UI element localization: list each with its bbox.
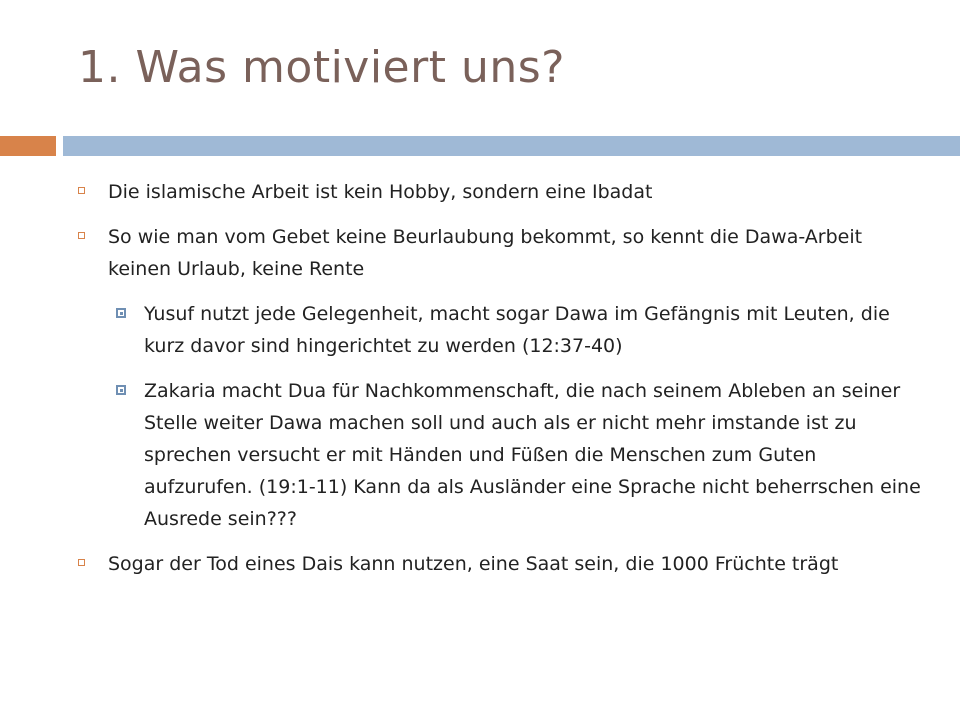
list-item-text: Die islamische Arbeit ist kein Hobby, sondern eine Ibadat	[108, 181, 653, 203]
list-item-text: Sogar der Tod eines Dais kann nutzen, eine Saat sein, die 1000 Früchte trägt	[108, 553, 839, 575]
sub-list-item	[78, 298, 928, 362]
filled-square-bullet-icon	[116, 385, 126, 395]
filled-square-bullet-icon	[116, 308, 126, 318]
sub-list-item-text: Zakaria macht Dua für Nachkommenschaft, die nach seinem Ableben an seiner Stelle weiter Dawa machen soll und auch als er nicht mehr imstande ist zu sprechen versucht er mit Händen und Füßen die Menschen zum Guten aufzurufen. (19:1-11) Kann da als Ausländer eine Sprache nicht beherrschen eine Ausrede sein???	[144, 380, 921, 530]
bullet-list	[78, 176, 928, 593]
square-bullet-icon	[78, 559, 85, 566]
list-item	[78, 221, 928, 285]
accent-bar	[0, 136, 56, 156]
list-item	[78, 548, 928, 580]
slide-title: 1. Was motiviert uns?	[78, 42, 566, 93]
title-underline-bar	[63, 136, 960, 156]
square-bullet-icon	[78, 187, 85, 194]
square-bullet-icon	[78, 232, 85, 239]
list-item	[78, 176, 928, 208]
sub-list-item-text: Yusuf nutzt jede Gelegenheit, macht sogar Dawa im Gefängnis mit Leuten, die kurz davor sind hingerichtet zu werden (12:37-40)	[144, 303, 890, 357]
list-item-text: So wie man vom Gebet keine Beurlaubung bekommt, so kennt die Dawa-Arbeit keinen Urlaub, keine Rente	[108, 226, 863, 280]
sub-list-item	[78, 375, 928, 535]
